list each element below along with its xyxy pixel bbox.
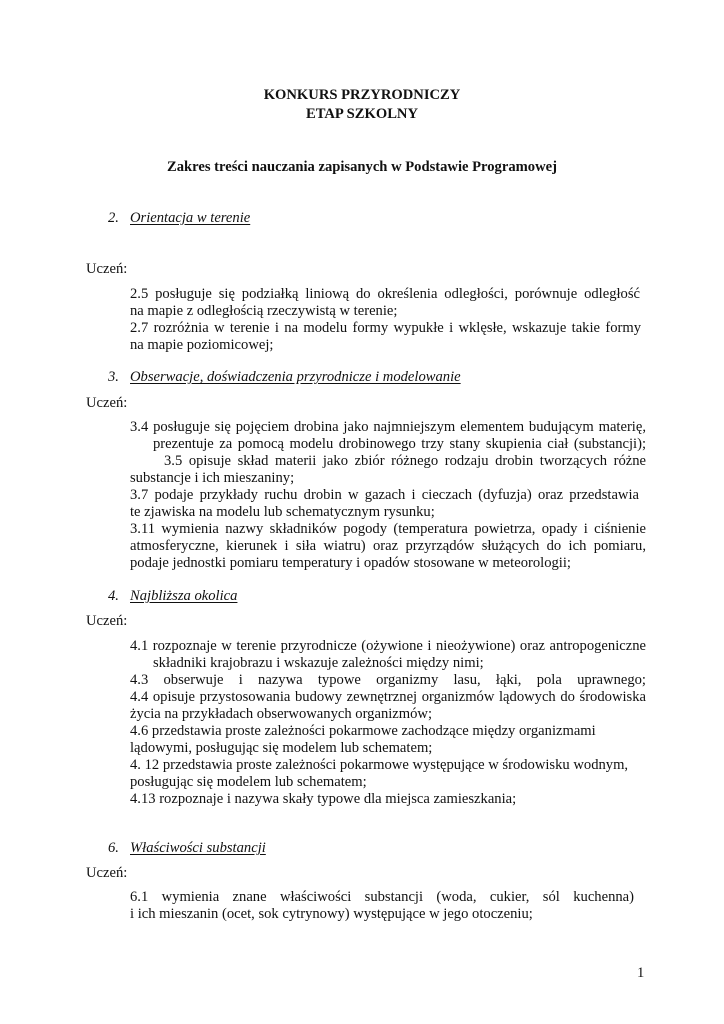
content-line: na mapie poziomicowej; bbox=[130, 337, 274, 353]
content-line: na mapie z odległością rzeczywistą w terenie; bbox=[130, 303, 398, 319]
subtitle: Zakres treści nauczania zapisanych w Podstawie Programowej bbox=[167, 159, 557, 175]
section-number: 6. bbox=[108, 840, 119, 856]
page-number: 1 bbox=[637, 965, 645, 981]
student-label: Uczeń: bbox=[86, 865, 128, 881]
content-line: 4.3 obserwuje i nazywa typowe organizmy lasu, łąki, pola uprawnego; bbox=[130, 672, 646, 688]
content-line: 4. 12 przedstawia proste zależności pokarmowe występujące w środowisku wodnym, bbox=[130, 757, 629, 773]
content-line: 3.7 podaje przykłady ruchu drobin w gazach i cieczach (dyfuzja) oraz przedstawia bbox=[130, 487, 639, 503]
student-label: Uczeń: bbox=[86, 613, 128, 629]
content-line: atmosferyczne, kierunek i siła wiatru) oraz przyrządów służących do ich pomiaru, bbox=[130, 538, 646, 554]
title-line-1: KONKURS PRZYRODNICZY bbox=[263, 87, 461, 103]
content-line: podaje jednostki pomiaru temperatury i opadów stosowane w meteorologii; bbox=[130, 555, 571, 571]
content-line: te zjawiska na modelu lub schematycznym rysunku; bbox=[130, 504, 435, 520]
content-line: substancje i ich mieszaniny; bbox=[130, 470, 295, 486]
content-line: 3.5 opisuje skład materii jako zbiór różnego rodzaju drobin tworzących różne bbox=[164, 453, 646, 469]
section-number: 4. bbox=[108, 588, 119, 604]
content-line: 3.4 posługuje się pojęciem drobina jako najmniejszym elementem budującym materię, bbox=[130, 419, 646, 435]
student-label: Uczeń: bbox=[86, 261, 128, 277]
content-line: 4.13 rozpoznaje i nazywa skały typowe dla miejsca zamieszkania; bbox=[130, 791, 517, 807]
content-line: 4.6 przedstawia proste zależności pokarmowe zachodzące między organizmami bbox=[130, 723, 596, 739]
section-heading: Orientacja w terenie bbox=[130, 210, 251, 226]
student-label: Uczeń: bbox=[86, 395, 128, 411]
section-number: 3. bbox=[108, 369, 119, 385]
content-line: życia na przykładach obserwowanych organizmów; bbox=[130, 706, 433, 722]
content-line: posługując się modelem lub schematem; bbox=[130, 774, 367, 790]
content-line: prezentuje za pomocą modelu drobinowego trzy stany skupienia ciał (substancji); bbox=[153, 436, 646, 452]
content-line: 3.11 wymienia nazwy składników pogody (temperatura powietrza, opady i ciśnienie bbox=[130, 521, 646, 537]
content-line: 2.7 rozróżnia w terenie i na modelu formy wypukłe i wklęsłe, wskazuje takie formy bbox=[130, 320, 641, 336]
content-line: i ich mieszanin (ocet, sok cytrynowy) występujące w jego otoczeniu; bbox=[130, 906, 533, 922]
section-number: 2. bbox=[108, 210, 119, 226]
content-line: składniki krajobrazu i wskazuje zależności między nimi; bbox=[153, 655, 484, 671]
content-line: lądowymi, posługując się modelem lub schematem; bbox=[130, 740, 433, 756]
content-line: 6.1 wymienia znane właściwości substancji (woda, cukier, sól kuchenna) bbox=[130, 889, 634, 905]
content-line: 4.1 rozpoznaje w terenie przyrodnicze (ożywione i nieożywione) oraz antropogeniczne bbox=[130, 638, 646, 654]
title-line-2: ETAP SZKOLNY bbox=[305, 106, 419, 122]
content-line: 4.4 opisuje przystosowania budowy zewnętrznej organizmów lądowych do środowiska bbox=[130, 689, 646, 705]
content-line: 2.5 posługuje się podziałką liniową do określenia odległości, porównuje odległość bbox=[130, 286, 640, 302]
section-heading: Właściwości substancji bbox=[130, 840, 266, 856]
section-heading: Najbliższa okolica bbox=[130, 588, 238, 604]
section-heading: Obserwacje, doświadczenia przyrodnicze i modelowanie bbox=[130, 369, 461, 385]
